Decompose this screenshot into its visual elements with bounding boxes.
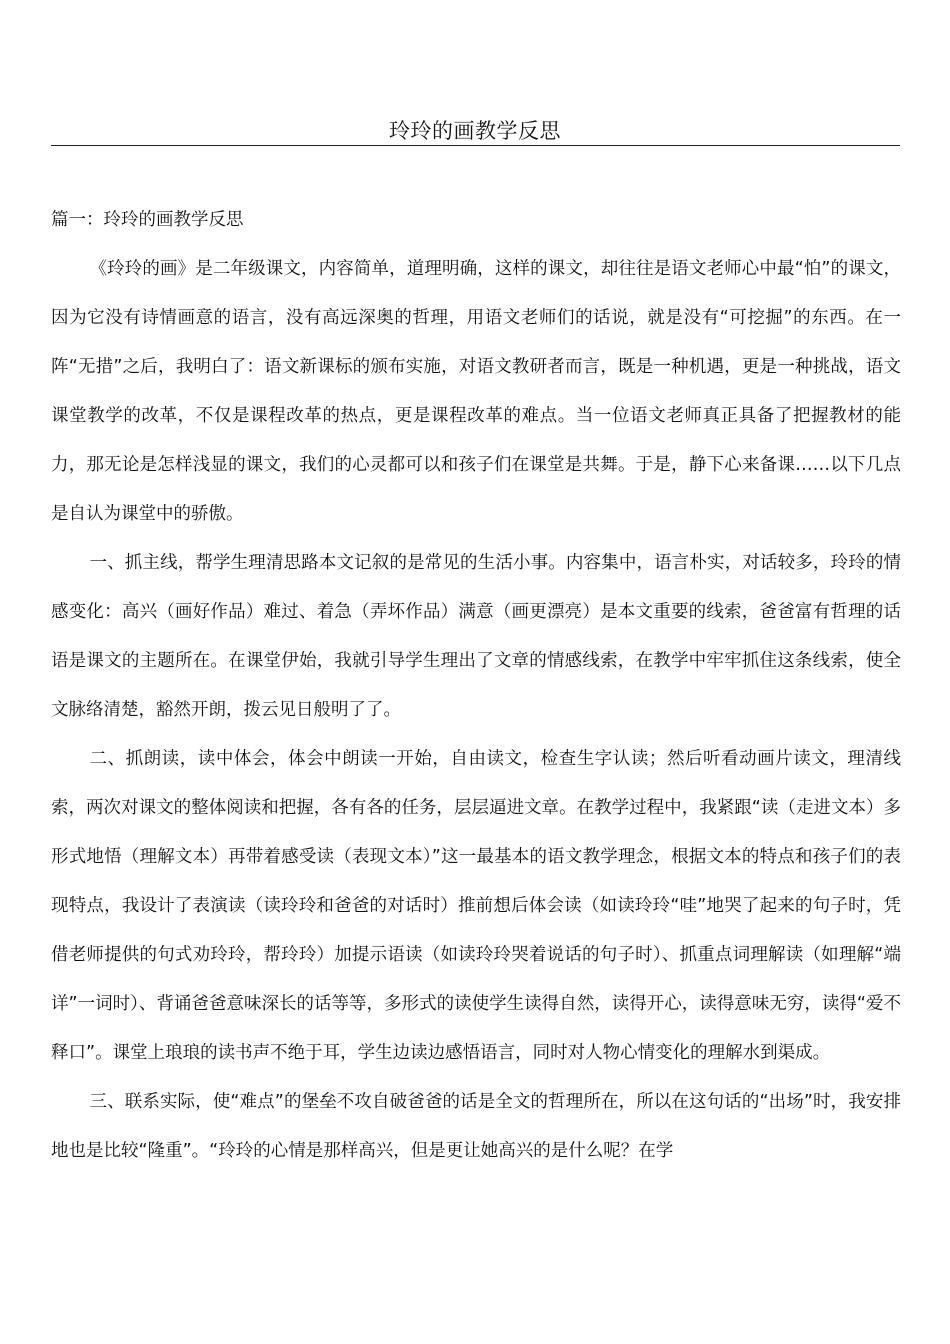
paragraph-point-3: 三、联系实际，使“难点”的堡垒不攻自破爸爸的话是全文的哲理所在，所以在这句话的“出场”时，我安排地也是比较“隆重”。“玲玲的心情是那样高兴，但是更让她高兴的是什么呢？在学 bbox=[51, 1092, 901, 1161]
paragraph-point-1: 一、抓主线，帮学生理清思路本文记叙的是常见的生活小事。内容集中，语言朴实，对话较多，玲玲的情感变化：高兴（画好作品）难过、着急（弄坏作品）满意（画更漂亮）是本文重要的线索，爸爸富有哲理的话语是课文的主题所在。在课堂伊始，我就引导学生理出了文章的情感线索，在教学中牢牢抓住这条线索，使全文脉络清楚，豁然开朗，拨云见日般明了了。 bbox=[51, 553, 901, 720]
section-heading: 篇一：玲玲的画教学反思 bbox=[51, 210, 244, 230]
document-title: 玲玲的画教学反思 bbox=[389, 119, 561, 143]
paragraph-intro: 《玲玲的画》是二年级课文，内容简单，道理明确，这样的课文，却往往是语文老师心中最“怕”的课文，因为它没有诗情画意的语言，没有高远深奥的哲理，用语文老师们的话说，就是没有“可挖掘”的东西。在一阵“无措”之后，我明白了：语文新课标的颁布实施，对语文教研者而言，既是一种机遇，更是一种挑战，语文课堂教学的改革，不仅是课程改革的热点，更是课程改革的难点。当一位语文老师真正具备了把握教材的能力，那无论是怎样浅显的课文，我们的心灵都可以和孩子们在课堂是共舞。于是，静下心来备课……以下几点是自认为课堂中的骄傲。 bbox=[51, 259, 901, 524]
document-body bbox=[51, 196, 901, 1176]
paragraph-point-2: 二、抓朗读，读中体会，体会中朗读一开始，自由读文，检查生字认读；然后听看动画片读文，理清线索，两次对课文的整体阅读和把握，各有各的任务，层层逼进文章。在教学过程中，我紧跟“读（走进文本）多形式地悟（理解文本）再带着感受读（表现文本）”这一最基本的语文教学理念，根据文本的特点和孩子们的表现特点，我设计了表演读（读玲玲和爸爸的对话时）推前想后体会读（如读玲玲“哇”地哭了起来的句子时，凭借老师提供的句式劝玲玲，帮玲玲）加提示语读（如读玲玲哭着说话的句子时）、抓重点词理解读（如理解“端详”一词时）、背诵爸爸意味深长的话等等，多形式的读使学生读得自然，读得开心，读得意味无穷，读得“爱不释口”。课堂上琅琅的读书声不绝于耳，学生边读边感悟语言，同时对人物心情变化的理解水到渠成。 bbox=[51, 749, 901, 1063]
title-divider bbox=[51, 145, 900, 146]
